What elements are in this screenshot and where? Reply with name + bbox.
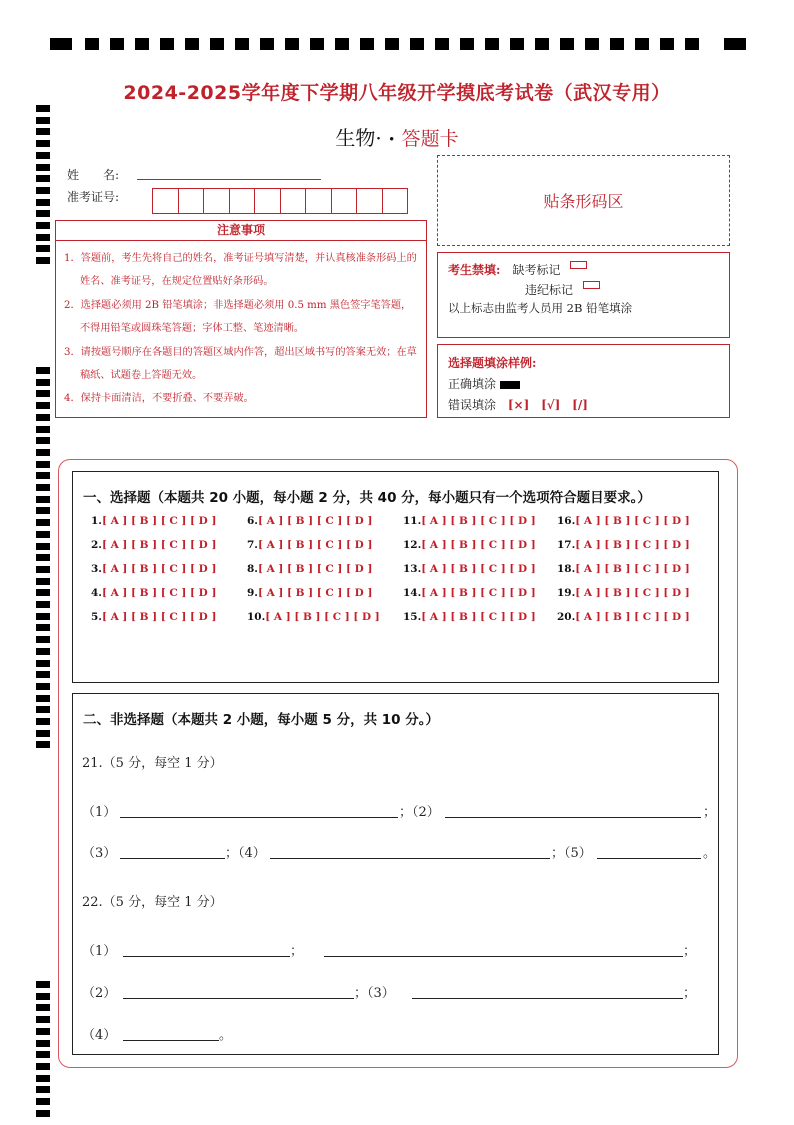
correct-fill-sample xyxy=(500,381,520,389)
side-marker xyxy=(36,1086,50,1093)
exam-status-note: 以上标志由监考人员用 2B 铅笔填涂 xyxy=(448,301,633,315)
q22-blank3-line[interactable] xyxy=(123,998,354,999)
id-digit-box[interactable] xyxy=(331,188,358,214)
sample-label: 选择题填涂样例: xyxy=(448,356,537,370)
q22-blank4-label: （4） xyxy=(82,1028,117,1043)
side-marker xyxy=(36,706,50,713)
section-nonchoice-title: 二、非选择题（本题共 2 小题，每小题 5 分，共 10 分。） xyxy=(83,712,440,728)
side-marker xyxy=(36,730,50,737)
q21-semicolon: ； xyxy=(703,805,717,820)
choice-item[interactable] xyxy=(247,611,380,623)
choice-number: 11. xyxy=(403,515,422,527)
side-marker xyxy=(36,199,50,206)
choice-number: 9. xyxy=(247,587,258,599)
absent-mark-box[interactable] xyxy=(570,261,587,269)
choice-item[interactable] xyxy=(91,539,216,551)
q21-blank3-line[interactable] xyxy=(120,858,225,859)
side-marker xyxy=(36,636,50,643)
side-marker xyxy=(36,257,50,264)
choice-options[interactable]: [ A ] [ B ] [ C ] [ D ] xyxy=(257,515,373,527)
side-marker xyxy=(36,578,50,585)
id-digit-box[interactable] xyxy=(178,188,205,214)
side-marker xyxy=(36,222,50,229)
q22-blank2-label: （2） xyxy=(82,986,117,1001)
choice-item[interactable] xyxy=(403,563,536,575)
choice-options[interactable]: [ A ] [ B ] [ C ] [ D ] xyxy=(421,515,536,527)
side-marker xyxy=(36,1063,50,1070)
q22-blank1-line[interactable] xyxy=(123,956,290,957)
choice-options[interactable]: [ A ] [ B ] [ C ] [ D ] xyxy=(265,611,380,623)
card-subtitle xyxy=(0,122,794,151)
side-marker xyxy=(36,566,50,573)
choice-number: 16. xyxy=(557,515,576,527)
q21-end: 。 xyxy=(703,846,717,861)
side-marker xyxy=(36,210,50,217)
id-digit-box[interactable] xyxy=(254,188,281,214)
q22-blank3-label: ；（3） xyxy=(354,986,395,1001)
side-marker xyxy=(36,426,50,433)
choice-options[interactable]: [ A ] [ B ] [ C ] [ D ] xyxy=(257,563,373,575)
q21-blank3-label: （3） xyxy=(82,846,117,861)
side-marker xyxy=(36,671,50,678)
id-digit-box[interactable] xyxy=(356,188,383,214)
side-marker xyxy=(36,993,50,1000)
q22-end: 。 xyxy=(219,1028,233,1043)
absent-label: 缺考标记 xyxy=(512,263,561,277)
choice-item[interactable] xyxy=(247,515,372,527)
choice-options[interactable]: [ A ] [ B ] [ C ] [ D ] xyxy=(575,611,690,623)
q22-semicolon-2: ； xyxy=(683,944,697,959)
choice-number: 1. xyxy=(91,515,102,527)
choice-options[interactable]: [ A ] [ B ] [ C ] [ D ] xyxy=(421,587,536,599)
q21-blank1-line[interactable] xyxy=(120,817,398,818)
card-label: 答题卡 xyxy=(401,128,459,150)
side-marker xyxy=(36,367,50,374)
q21-title: 21.（5 分，每空 1 分） xyxy=(82,756,223,771)
side-marker xyxy=(36,164,50,171)
side-marker xyxy=(36,379,50,386)
side-marker xyxy=(36,175,50,182)
side-marker xyxy=(36,601,50,608)
side-marker xyxy=(36,589,50,596)
name-input[interactable] xyxy=(137,179,321,180)
q22-semicolon-1: ； xyxy=(290,944,304,959)
q22-blank4-line[interactable] xyxy=(412,998,683,999)
choice-number: 3. xyxy=(91,563,102,575)
barcode-area xyxy=(437,155,730,246)
choice-options[interactable]: [ A ] [ B ] [ C ] [ D ] xyxy=(575,563,690,575)
side-marker xyxy=(36,484,50,491)
wrong-label: 错误填涂 xyxy=(448,398,497,412)
q22-semicolon-3: ； xyxy=(683,986,697,1001)
q22-title: 22.（5 分，每空 1 分） xyxy=(82,895,223,910)
choice-options[interactable]: [ A ] [ B ] [ C ] [ D ] xyxy=(101,611,217,623)
choice-item[interactable] xyxy=(403,539,536,551)
side-marker xyxy=(36,402,50,409)
choice-options[interactable]: [ A ] [ B ] [ C ] [ D ] xyxy=(421,563,536,575)
choice-number: 14. xyxy=(403,587,422,599)
choice-number: 2. xyxy=(91,539,102,551)
choice-number: 13. xyxy=(403,563,422,575)
choice-options[interactable]: [ A ] [ B ] [ C ] [ D ] xyxy=(257,539,373,551)
notice-item: 3．请按题号顺序在各题目的答题区域内作答，超出区域书写的答案无效；在草稿纸、试题卷上答题无效。 xyxy=(64,346,417,382)
choice-number: 18. xyxy=(557,563,576,575)
id-digit-box[interactable] xyxy=(229,188,256,214)
side-marker xyxy=(36,613,50,620)
side-marker xyxy=(36,554,50,561)
choice-number: 20. xyxy=(557,611,576,623)
choice-number: 10. xyxy=(247,611,266,623)
notice-title: 注意事项 xyxy=(56,221,426,241)
q21-blank1-label: （1） xyxy=(82,805,117,820)
side-marker xyxy=(36,660,50,667)
choice-number: 12. xyxy=(403,539,422,551)
choice-number: 7. xyxy=(247,539,258,551)
side-marker xyxy=(36,1051,50,1058)
choice-item[interactable] xyxy=(91,515,216,527)
choice-item[interactable] xyxy=(247,563,372,575)
barcode-label: 贴条形码区 xyxy=(543,192,624,211)
choice-options[interactable]: [ A ] [ B ] [ C ] [ D ] xyxy=(575,539,690,551)
side-marker xyxy=(36,507,50,514)
choice-options[interactable]: [ A ] [ B ] [ C ] [ D ] xyxy=(101,563,217,575)
q21-blank4-line[interactable] xyxy=(270,858,550,859)
side-marker xyxy=(36,543,50,550)
side-marker xyxy=(36,187,50,194)
side-marker xyxy=(36,437,50,444)
choice-item[interactable] xyxy=(557,611,690,623)
side-marker xyxy=(36,683,50,690)
q21-blank2-line[interactable] xyxy=(445,817,701,818)
choice-options[interactable]: [ A ] [ B ] [ C ] [ D ] xyxy=(101,539,217,551)
choice-options[interactable]: [ A ] [ B ] [ C ] [ D ] xyxy=(421,539,536,551)
top-marker-bar xyxy=(50,38,746,52)
side-marker xyxy=(36,695,50,702)
choice-item[interactable] xyxy=(91,587,216,599)
choice-item[interactable] xyxy=(557,539,690,551)
wrong-mark-check: [√] xyxy=(541,398,561,412)
notice-item: 1．答题前，考生先将自己的姓名，准考证号填写清楚，并认真核准条形码上的姓名、准考证号，在规定位置贴好条形码。 xyxy=(64,253,417,288)
exam-status-label: 考生禁填: xyxy=(448,263,501,277)
section-choice xyxy=(72,471,719,683)
id-digit-box[interactable] xyxy=(152,188,179,214)
q21-blank4-label: ；（4） xyxy=(225,846,266,861)
side-marker xyxy=(36,234,50,241)
choice-number: 17. xyxy=(557,539,576,551)
side-marker xyxy=(36,1004,50,1011)
choice-number: 19. xyxy=(557,587,576,599)
q21-blank5-label: ；（5） xyxy=(551,846,592,861)
subject-dot: • xyxy=(388,132,396,147)
choice-item[interactable] xyxy=(557,563,690,575)
choice-number: 8. xyxy=(247,563,258,575)
q22-blank2-line[interactable] xyxy=(324,956,683,957)
side-marker xyxy=(36,1028,50,1035)
id-number-boxes[interactable] xyxy=(152,188,407,214)
side-marker xyxy=(36,1098,50,1105)
notice-box xyxy=(55,220,427,418)
id-label: 准考证号: xyxy=(67,190,120,204)
name-label: 姓 名: xyxy=(67,168,120,182)
choice-item[interactable] xyxy=(91,563,216,575)
side-marker xyxy=(36,152,50,159)
side-marker xyxy=(36,390,50,397)
notice-item: 2．选择题必须用 2B 铅笔填涂；非选择题必须用 0.5 mm 黑色签字笔答题，不得用铅笔或圆珠笔答题；字体工整、笔迹清晰。 xyxy=(64,299,412,335)
choice-options[interactable]: [ A ] [ B ] [ C ] [ D ] xyxy=(101,587,217,599)
sample-box xyxy=(437,344,730,418)
side-marker xyxy=(36,741,50,748)
exam-title: 2024-2025学年度下学期八年级开学摸底考试卷（武汉专用） xyxy=(123,82,671,104)
side-marker xyxy=(36,472,50,479)
choice-options[interactable]: [ A ] [ B ] [ C ] [ D ] xyxy=(575,515,690,527)
side-marker xyxy=(36,496,50,503)
side-marker xyxy=(36,449,50,456)
id-digit-box[interactable] xyxy=(280,188,307,214)
side-marker xyxy=(36,245,50,252)
choice-options[interactable]: [ A ] [ B ] [ C ] [ D ] xyxy=(421,611,536,623)
choice-item[interactable] xyxy=(247,539,372,551)
q21-blank2-label: ；（2） xyxy=(399,805,440,820)
choice-number: 4. xyxy=(91,587,102,599)
choice-item[interactable] xyxy=(403,515,536,527)
side-marker xyxy=(36,981,50,988)
id-digit-box[interactable] xyxy=(305,188,332,214)
choice-number: 6. xyxy=(247,515,258,527)
choice-item[interactable] xyxy=(91,611,216,623)
notice-item: 4．保持卡面清洁，不要折叠、不要弄破。 xyxy=(64,393,254,405)
side-marker xyxy=(36,519,50,526)
correct-label: 正确填涂 xyxy=(448,377,497,391)
side-marker xyxy=(36,648,50,655)
q22-blank5-line[interactable] xyxy=(123,1040,219,1041)
choice-item[interactable] xyxy=(557,515,690,527)
choice-item[interactable] xyxy=(247,587,372,599)
side-marker xyxy=(36,1075,50,1082)
side-marker xyxy=(36,461,50,468)
section-nonchoice xyxy=(72,693,719,1055)
choice-item[interactable] xyxy=(557,587,690,599)
choice-options[interactable]: [ A ] [ B ] [ C ] [ D ] xyxy=(257,587,373,599)
id-digit-box[interactable] xyxy=(382,188,409,214)
side-marker xyxy=(36,1040,50,1047)
section-choice-title: 一、选择题（本题共 20 小题，每小题 2 分，共 40 分，每小题只有一个选项符合题目要求。） xyxy=(83,490,651,506)
choice-options[interactable]: [ A ] [ B ] [ C ] [ D ] xyxy=(101,515,217,527)
id-digit-box[interactable] xyxy=(203,188,230,214)
side-marker xyxy=(36,718,50,725)
q21-blank5-line[interactable] xyxy=(597,858,701,859)
side-marker xyxy=(36,531,50,538)
choice-number: 5. xyxy=(91,611,102,623)
violation-label: 违纪标记 xyxy=(525,283,574,297)
choice-item[interactable] xyxy=(403,587,536,599)
side-marker xyxy=(36,414,50,421)
choice-options[interactable]: [ A ] [ B ] [ C ] [ D ] xyxy=(575,587,690,599)
wrong-mark-cross: [×] xyxy=(507,398,530,412)
side-marker xyxy=(36,1110,50,1117)
side-marker xyxy=(36,624,50,631)
wrong-mark-slash: [/] xyxy=(572,398,588,412)
choice-number: 15. xyxy=(403,611,422,623)
violation-mark-box[interactable] xyxy=(583,281,600,289)
q22-blank1-label: （1） xyxy=(82,944,117,959)
choice-item[interactable] xyxy=(403,611,536,623)
exam-status-box xyxy=(437,252,730,338)
subject-label: 生物· xyxy=(335,126,382,150)
side-marker xyxy=(36,1016,50,1023)
side-marker xyxy=(36,105,50,112)
